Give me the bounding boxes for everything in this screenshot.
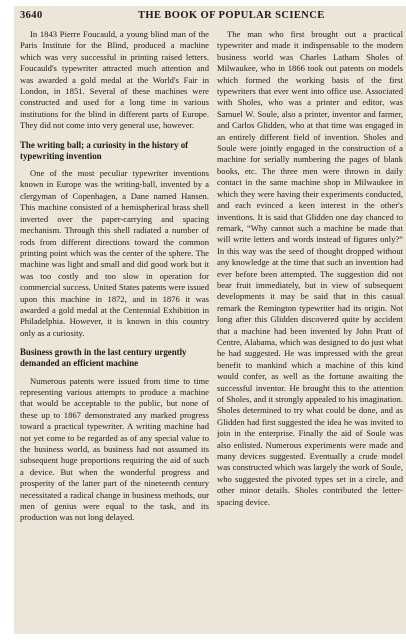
page-header bbox=[20, 10, 404, 24]
running-title: THE BOOK OF POPULAR SCIENCE bbox=[138, 10, 325, 21]
paragraph-sholes: The man who first brought out a practical typewriter and made it indispensable to the modern business world was Charles Latham Sholes of Milwaukee, who in 1866 took out patents on models which formed the working basis of the first typewriters that ever went into office use. Associated with Sholes, who was a printer and editor, was Samuel W. Soule, also a printer, inventor and farmer, and Carlos Glidden, who at that time was engaged in an entirely different field of invention. Sholes and Soule were jointly engaged in the construction of a machine for serially numbering the pages of blank books, etc. The three men were thrown in daily contact in the same machine shop in Milwaukee in which they were having their experiments conducted, and each evinced a keen interest in the other's inventions. It is said that Glidden one day chanced to remark, “Why cannot such a machine be made that will write letters and words instead of figures only?” In this way was the seed of thought dropped without any knowledge at the time that such an invention had ever before been attempted. The suggestion did not bear fruit immediately, but in view of subsequent developments it may be said that in this casual remark the Remington typewriter had its origin. Not long after this Glidden discovered quite by accident that a machine had been invented by John Pratt of Centre, Alabama, which was designed to do just what he had suggested. He was impressed with the great benefit to mankind which a machine of this kind would confer, as well as the fortune awaiting the successful inventor. He brought this to the attention of Sholes, and it strongly appealed to his imagination. Sholes determined to try what could be done, and as Glidden had first suggested the idea he was invited to join in the enterprise. Finally the aid of Soule was also enlisted. Numerous experiments were made and many devices suggested. Eventually a crude model was constructed which was largely the work of Soule, who suggested the pivoted types set in a circle, and other minor details. Sholes contributed the letter-spacing device. bbox=[217, 29, 403, 507]
subheading-writing-ball: The writing ball; a curiosity in the history of typewriting invention bbox=[20, 139, 189, 161]
left-column bbox=[20, 29, 209, 633]
page-number: 3640 bbox=[20, 10, 43, 21]
subheading-business-growth: Business growth in the last century urgently demanded an efficient machine bbox=[20, 347, 187, 369]
paragraph-writing-ball: One of the most peculiar typewriter inventions known in Europe was the writing-ball, invented by a clergyman of Copenhagen, a Dane named Hansen. This machine consisted of a hemispherical brass shell inverted over the paper-carrying and spacing mechanism. Through this shell radiated a number of rods from different directions toward the common printing point which was the center of the sphere. The machine was light and small and did good work but it was too costly and too slow in operation for commercial success. United States patents were issued upon this machine in 1872, and in 1876 it was awarded a gold medal at the Centennial Exhibition in Philadelphia. However, it is known in this country only as a curiosity. bbox=[20, 168, 209, 338]
right-column bbox=[217, 29, 403, 633]
paragraph-foucauld: In 1843 Pierre Foucauld, a young blind man of the Paris Institute for the Blind, produced a machine which was very successful in printing raised letters. Foucauld's typewriter attracted much attention and was awarded a gold medal at the World's Fair in London, in 1851. Several of these machines were constructed and used for a long time in various institutions for the blind in different parts of Europe. They did not come into very general use, however. bbox=[20, 29, 209, 131]
paragraph-business-growth: Numerous patents were issued from time to time representing various attempts to produce a machine that would be acceptable to the public, but none of these up to 1867 demonstrated any marked progress toward a practical typewriter. A writing machine had not yet come to be regarded as of any special value to the business world, as business had not assumed its subsequent huge proportions requiring the aid of such a device. But when the wonderful progress and prosperity of the latter part of the nineteenth century necessitated a radical change in business methods, our men of genius were equal to the task, and its production was not long delayed. bbox=[20, 375, 209, 523]
book-page bbox=[14, 6, 406, 634]
